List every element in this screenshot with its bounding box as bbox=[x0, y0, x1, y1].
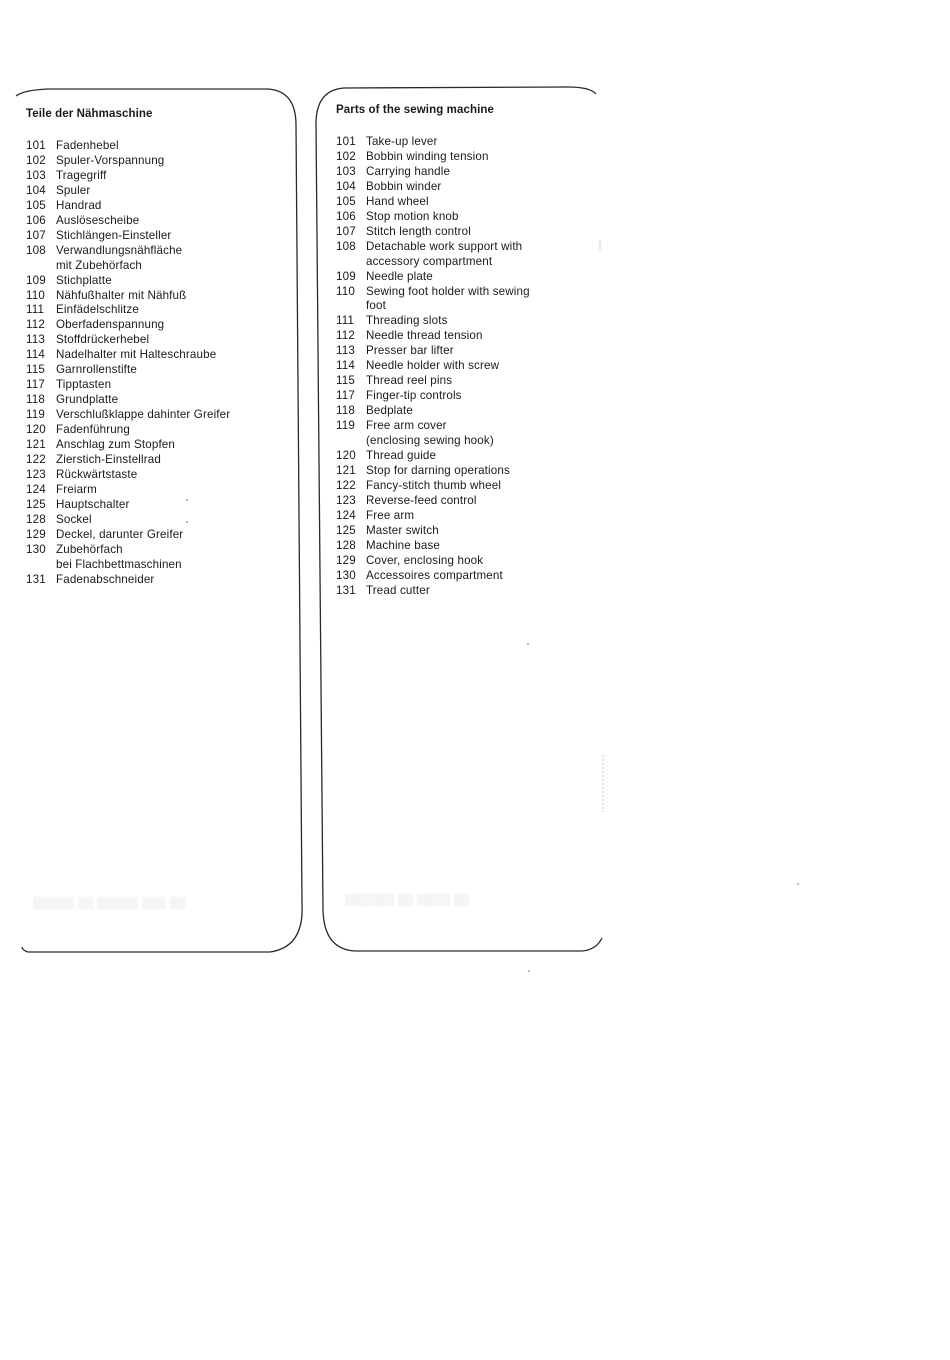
part-label: Needle plate bbox=[366, 269, 433, 283]
list-item bbox=[336, 494, 588, 509]
part-number: 114 bbox=[26, 348, 45, 362]
part-label: Fadenhebel bbox=[56, 139, 119, 152]
list-item bbox=[26, 184, 288, 199]
part-number: 115 bbox=[336, 374, 355, 388]
list-item bbox=[336, 180, 588, 195]
part-number: 129 bbox=[26, 527, 46, 541]
list-item bbox=[336, 449, 588, 464]
part-label: Threading slots bbox=[366, 314, 448, 328]
list-item bbox=[336, 584, 588, 599]
part-label: Oberfadenspannung bbox=[56, 318, 165, 332]
list-item bbox=[336, 285, 588, 315]
part-label: Fadenabschneider bbox=[56, 572, 155, 586]
part-number: 128 bbox=[26, 512, 46, 526]
list-item bbox=[26, 169, 288, 184]
part-label: Accessoires compartment bbox=[366, 568, 503, 582]
part-label: Anschlag zum Stopfen bbox=[56, 438, 176, 452]
part-number: 125 bbox=[336, 523, 356, 537]
part-number: 104 bbox=[26, 183, 46, 197]
list-item bbox=[26, 229, 288, 244]
part-number: 119 bbox=[26, 408, 45, 422]
list-item bbox=[26, 303, 288, 318]
part-number: 115 bbox=[26, 363, 45, 377]
scan-speck bbox=[186, 499, 188, 501]
part-number: 120 bbox=[336, 449, 356, 463]
part-label: Needle thread tension bbox=[366, 329, 483, 343]
part-number: 106 bbox=[336, 209, 356, 223]
scan-speck bbox=[527, 643, 529, 645]
part-number: 118 bbox=[336, 404, 355, 418]
part-number: 107 bbox=[336, 224, 356, 238]
faded-footer-text: ▒▒▒▒▒▒ ▒▒ ▒▒▒▒ ▒▒ bbox=[345, 894, 471, 906]
part-label: Bedplate bbox=[366, 404, 413, 418]
part-number: 112 bbox=[26, 318, 45, 332]
list-item bbox=[336, 479, 588, 494]
list-item bbox=[26, 363, 288, 378]
part-label: Sewing foot holder with sewing foot bbox=[366, 284, 530, 313]
list-item bbox=[26, 513, 288, 528]
part-label: Hauptschalter bbox=[56, 497, 130, 511]
list-item bbox=[336, 225, 588, 240]
part-number: 114 bbox=[336, 359, 355, 373]
part-label: Spuler bbox=[56, 183, 91, 197]
part-label: Stichlängen-Einsteller bbox=[56, 228, 172, 242]
list-item bbox=[26, 199, 288, 214]
part-number: 117 bbox=[26, 378, 45, 392]
list-item bbox=[336, 314, 588, 329]
part-label: Tread cutter bbox=[366, 583, 430, 597]
part-number: 110 bbox=[336, 284, 355, 298]
part-label: Fancy-stitch thumb wheel bbox=[366, 478, 502, 492]
list-item bbox=[336, 150, 588, 165]
list-item bbox=[336, 464, 588, 479]
part-label: Presser bar lifter bbox=[366, 344, 454, 358]
list-item bbox=[336, 389, 588, 404]
part-number: 105 bbox=[26, 198, 46, 212]
part-number: 102 bbox=[26, 153, 46, 167]
part-label: Nähfußhalter mit Nähfuß bbox=[56, 288, 187, 302]
part-label: Tragegriff bbox=[56, 168, 107, 182]
part-number: 104 bbox=[336, 179, 356, 193]
list-item bbox=[26, 393, 288, 408]
part-label: Garnrollenstifte bbox=[56, 363, 138, 377]
part-label: Stitch length control bbox=[366, 224, 471, 238]
part-number: 131 bbox=[336, 583, 356, 597]
list-item bbox=[336, 344, 588, 359]
list-item bbox=[336, 329, 588, 344]
part-number: 101 bbox=[26, 139, 46, 152]
part-label: Thread reel pins bbox=[366, 374, 453, 388]
part-label: Rückwärtstaste bbox=[56, 467, 138, 481]
part-number: 108 bbox=[26, 243, 46, 257]
part-label: Bobbin winding tension bbox=[366, 149, 489, 163]
list-item bbox=[336, 240, 588, 270]
part-number: 122 bbox=[26, 453, 46, 467]
part-number: 111 bbox=[26, 303, 45, 317]
part-number: 121 bbox=[336, 463, 356, 477]
part-label: Deckel, darunter Greifer bbox=[56, 527, 184, 541]
part-number: 129 bbox=[336, 553, 356, 567]
list-item bbox=[336, 509, 588, 524]
list-item bbox=[336, 195, 588, 210]
list-item bbox=[336, 270, 588, 285]
part-label: Handrad bbox=[56, 198, 102, 212]
part-label: Machine base bbox=[366, 538, 440, 552]
part-label: Auslösescheibe bbox=[56, 213, 140, 227]
part-number: 111 bbox=[336, 314, 355, 328]
part-label: Spuler-Vorspannung bbox=[56, 153, 165, 167]
part-label: Verschlußklappe dahinter Greifer bbox=[56, 408, 231, 422]
part-label: Master switch bbox=[366, 523, 439, 537]
part-number: 101 bbox=[336, 135, 356, 148]
part-number: 113 bbox=[26, 333, 45, 347]
part-label: Nadelhalter mit Halteschraube bbox=[56, 348, 217, 362]
list-item bbox=[26, 154, 288, 169]
list-item bbox=[26, 274, 288, 289]
part-number: 109 bbox=[26, 273, 46, 287]
list-item bbox=[336, 404, 588, 419]
part-label: Reverse-feed control bbox=[366, 493, 477, 507]
part-label: Stop motion knob bbox=[366, 209, 459, 223]
part-label: Bobbin winder bbox=[366, 179, 442, 193]
part-number: 118 bbox=[26, 393, 45, 407]
part-label: Needle holder with screw bbox=[366, 359, 500, 373]
part-label: Carrying handle bbox=[366, 164, 451, 178]
list-item bbox=[26, 468, 288, 483]
part-label: Tipptasten bbox=[56, 378, 112, 392]
list-item bbox=[336, 539, 588, 554]
list-item bbox=[336, 524, 588, 539]
english-parts-panel bbox=[336, 104, 588, 599]
list-item bbox=[26, 453, 288, 468]
list-item bbox=[336, 374, 588, 389]
german-parts-panel bbox=[26, 108, 288, 588]
part-label: Detachable work support with accessory compartment bbox=[366, 239, 523, 268]
part-number: 123 bbox=[26, 467, 46, 481]
panel-heading: Teile der Nähmaschine bbox=[26, 108, 153, 120]
list-item bbox=[336, 210, 588, 225]
scan-speck bbox=[528, 970, 530, 972]
part-number: 124 bbox=[336, 508, 356, 522]
list-item bbox=[26, 348, 288, 363]
list-item bbox=[26, 573, 288, 588]
part-number: 103 bbox=[336, 164, 356, 178]
part-number: 128 bbox=[336, 538, 356, 552]
list-item bbox=[26, 408, 288, 423]
part-number: 123 bbox=[336, 493, 356, 507]
scan-speck bbox=[186, 521, 188, 523]
part-number: 108 bbox=[336, 239, 356, 253]
list-item bbox=[26, 528, 288, 543]
list-item bbox=[336, 359, 588, 374]
part-label: Sockel bbox=[56, 512, 92, 526]
list-item bbox=[26, 438, 288, 453]
list-item bbox=[336, 419, 588, 449]
list-item bbox=[336, 569, 588, 584]
list-item bbox=[26, 498, 288, 513]
part-label: Stop for darning operations bbox=[366, 463, 510, 477]
part-label: Verwandlungsnähfläche mit Zubehörfach bbox=[56, 243, 183, 272]
list-item bbox=[26, 139, 288, 154]
part-label: Stichplatte bbox=[56, 273, 112, 287]
part-number: 125 bbox=[26, 497, 46, 511]
part-number: 117 bbox=[336, 389, 355, 403]
part-number: 112 bbox=[336, 329, 355, 343]
list-item bbox=[336, 165, 588, 180]
list-item bbox=[336, 554, 588, 569]
parts-list bbox=[26, 139, 288, 588]
part-label: Take-up lever bbox=[366, 135, 438, 148]
part-number: 103 bbox=[26, 168, 46, 182]
list-item bbox=[26, 543, 288, 573]
part-label: Cover, enclosing hook bbox=[366, 553, 484, 567]
part-number: 130 bbox=[26, 542, 46, 556]
faded-footer-text: ▒▒▒▒▒ ▒▒ ▒▒▒▒▒ ▒▒▒ ▒▒ bbox=[33, 897, 187, 909]
part-label: Freiarm bbox=[56, 482, 97, 496]
list-item bbox=[336, 135, 588, 150]
part-label: Grundplatte bbox=[56, 393, 119, 407]
parts-list bbox=[336, 135, 588, 599]
panel-heading: Parts of the sewing machine bbox=[336, 104, 494, 116]
part-number: 119 bbox=[336, 419, 355, 433]
list-item bbox=[26, 318, 288, 333]
part-label: Stoffdrückerhebel bbox=[56, 333, 150, 347]
part-number: 106 bbox=[26, 213, 46, 227]
list-item bbox=[26, 214, 288, 229]
part-number: 107 bbox=[26, 228, 46, 242]
part-label: Hand wheel bbox=[366, 194, 429, 208]
part-label: Free arm cover (enclosing sewing hook) bbox=[366, 419, 494, 448]
part-number: 120 bbox=[26, 423, 46, 437]
list-item bbox=[26, 483, 288, 498]
list-item bbox=[26, 378, 288, 393]
part-number: 102 bbox=[336, 149, 356, 163]
part-number: 110 bbox=[26, 288, 45, 302]
part-label: Thread guide bbox=[366, 449, 437, 463]
part-label: Finger-tip controls bbox=[366, 389, 462, 403]
part-number: 113 bbox=[336, 344, 355, 358]
part-label: Zubehörfach bei Flachbettmaschinen bbox=[56, 542, 182, 571]
list-item bbox=[26, 423, 288, 438]
part-label: Zierstich-Einstellrad bbox=[56, 453, 161, 467]
scan-speck bbox=[797, 883, 799, 885]
part-label: Fadenführung bbox=[56, 423, 130, 437]
part-number: 105 bbox=[336, 194, 356, 208]
list-item bbox=[26, 244, 288, 274]
list-item bbox=[26, 333, 288, 348]
part-number: 109 bbox=[336, 269, 356, 283]
part-number: 122 bbox=[336, 478, 356, 492]
part-number: 131 bbox=[26, 572, 46, 586]
part-number: 121 bbox=[26, 438, 46, 452]
part-number: 130 bbox=[336, 568, 356, 582]
part-label: Free arm bbox=[366, 508, 415, 522]
part-label: Einfädelschlitze bbox=[56, 303, 139, 317]
list-item bbox=[26, 289, 288, 304]
part-number: 124 bbox=[26, 482, 46, 496]
